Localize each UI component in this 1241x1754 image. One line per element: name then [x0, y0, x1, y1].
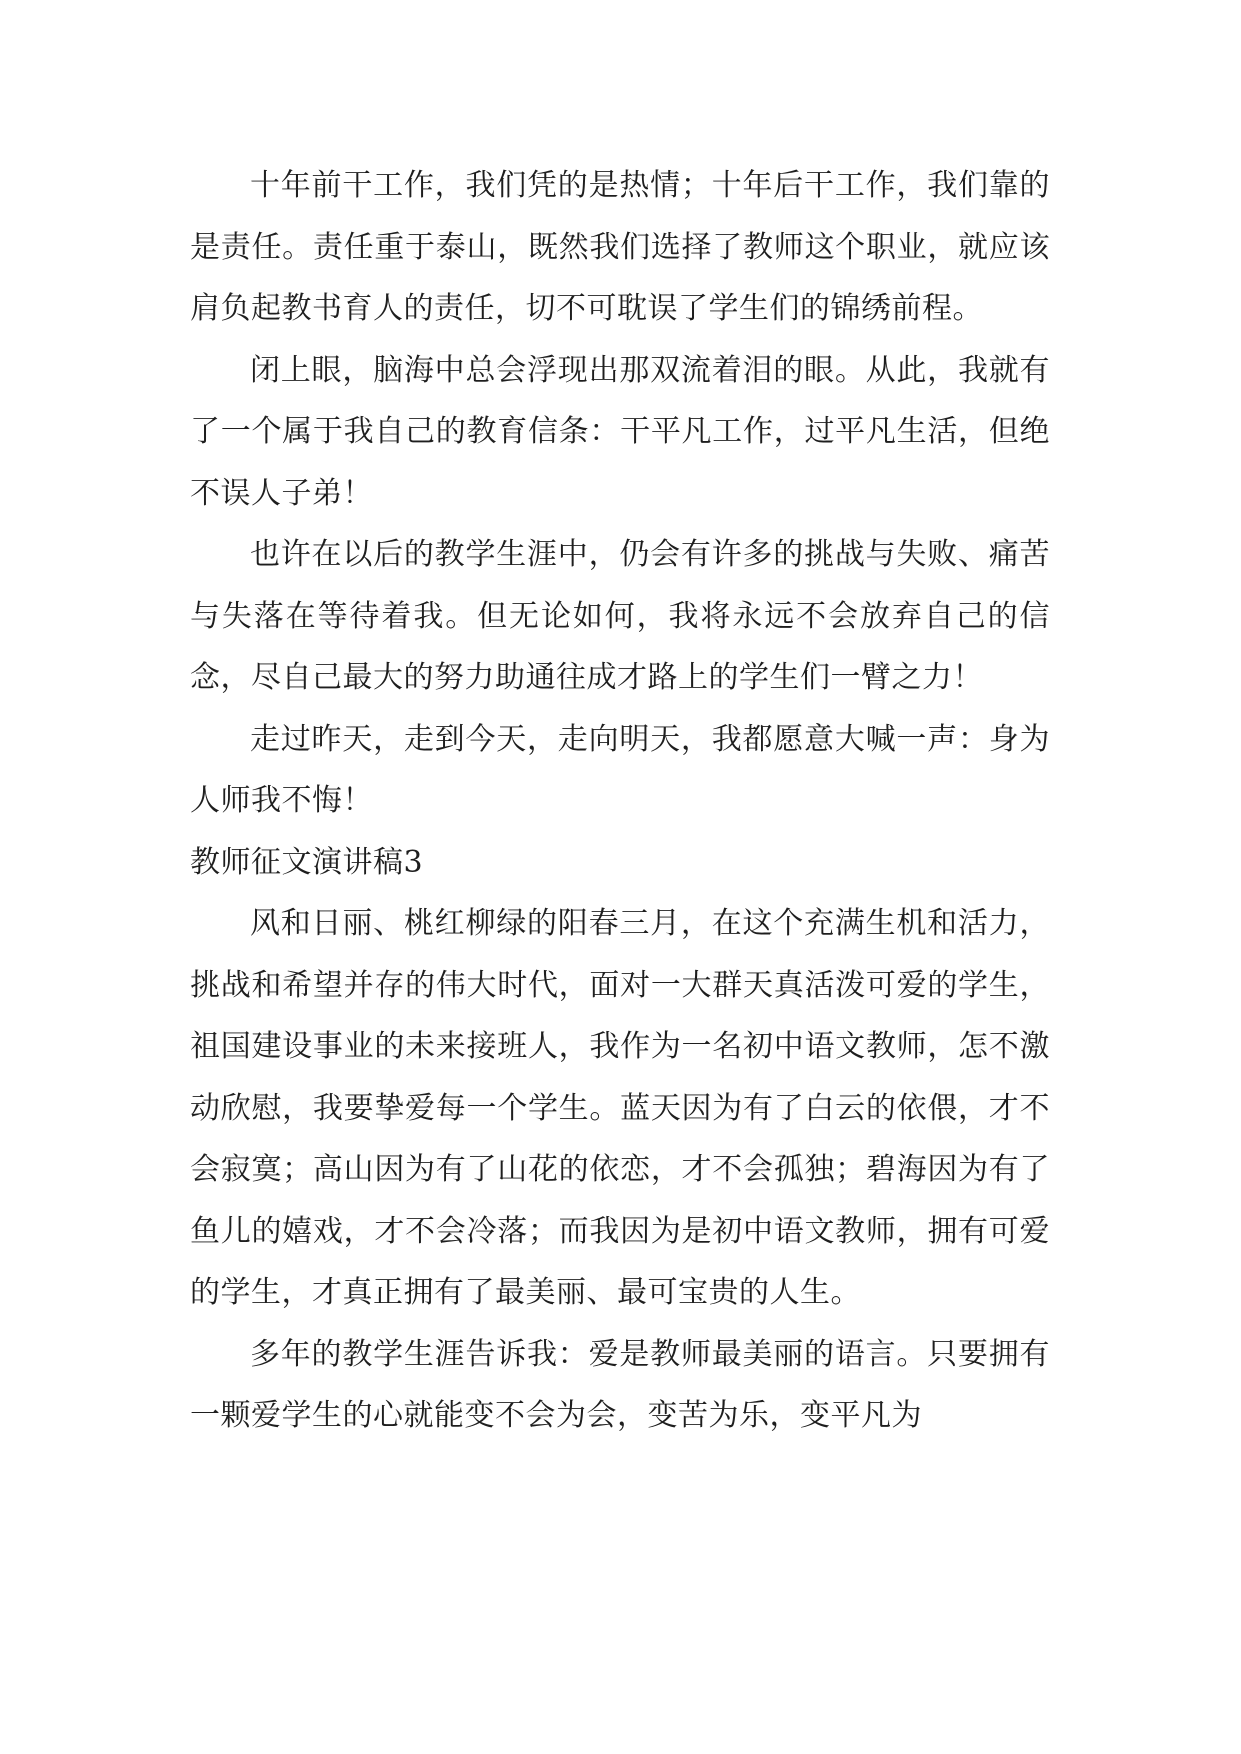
- section-heading: 教师征文演讲稿3: [190, 844, 424, 880]
- paragraph-no-regret: 走过昨天，走到今天，走向明天，我都愿意大喊一声：身为人师我不悔！: [190, 721, 1050, 818]
- paragraph-responsibility: 十年前干工作，我们凭的是热情；十年后干工作，我们靠的是责任。责任重于泰山，既然我们选择了教师这个职业，就应该肩负起教书育人的责任，切不可耽误了学生们的锦绣前程。: [190, 168, 1050, 326]
- paragraph-creed: 闭上眼，脑海中总会浮现出那双流着泪的眼。从此，我就有了一个属于我自己的教育信条：干平凡工作，过平凡生活，但绝不误人子弟！: [190, 352, 1050, 511]
- paragraph-future-challenges: 也许在以后的教学生涯中，仍会有许多的挑战与失败、痛苦与失落在等待着我。但无论如何，我将永远不会放弃自己的信念，尽自己最大的努力助通往成才路上的学生们一臂之力！: [190, 537, 1050, 695]
- document-body: [190, 155, 1050, 1447]
- paragraph-spring-march: 风和日丽、桃红柳绿的阳春三月，在这个充满生机和活力，挑战和希望并存的伟大时代，面对一大群天真活泼可爱的学生，祖国建设事业的未来接班人，我作为一名初中语文教师，怎不激动欣慰，我要挚爱每一个学生。蓝天因为有了白云的依偎，才不会寂寞；高山因为有了山花的依恋，才不会孤独；碧海因为有了鱼儿的嬉戏，才不会冷落；而我因为是初中语文教师，拥有可爱的学生，才真正拥有了最美丽、最可宝贵的人生。: [190, 906, 1050, 1310]
- paragraph-love-language: 多年的教学生涯告诉我：爱是教师最美丽的语言。只要拥有一颗爱学生的心就能变不会为会，变苦为乐，变平凡为: [190, 1336, 1050, 1433]
